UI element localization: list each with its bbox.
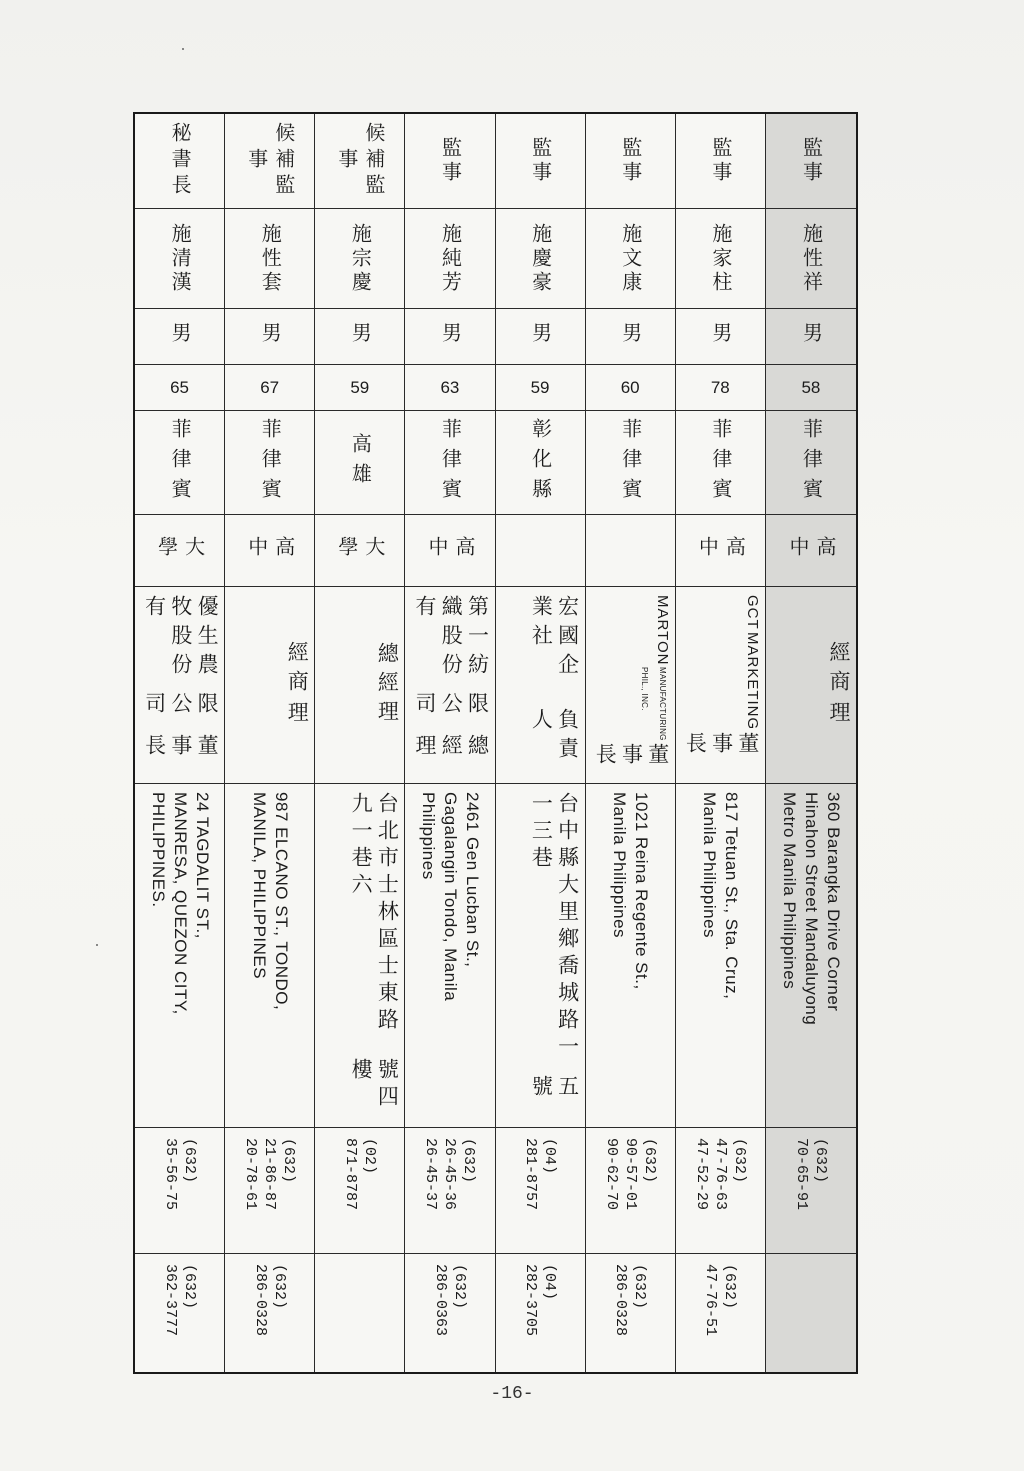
address-line: 24 TAGDALIT ST.,	[192, 792, 212, 939]
sex-cell	[225, 309, 314, 365]
occupation-company-en: GCT	[743, 595, 761, 630]
address-cell	[586, 784, 675, 1128]
address-block	[147, 792, 213, 1015]
paper-speck	[182, 48, 184, 50]
occupation-cell	[496, 587, 585, 784]
member-age: 58	[801, 377, 821, 397]
member-origin: 菲律賓	[618, 417, 643, 508]
occupation-line: 優生農牧股份有	[142, 595, 220, 682]
member-row	[766, 114, 856, 1372]
phone-block	[692, 1138, 749, 1210]
phone-line: 21-86-87	[261, 1138, 279, 1211]
member-origin: 高雄	[348, 432, 373, 493]
member-sex: 男	[258, 321, 283, 352]
title-cell	[586, 114, 675, 209]
member-sex: 男	[528, 321, 553, 352]
phone-cell	[315, 1128, 404, 1254]
origin-cell	[496, 411, 585, 515]
occupation-line: 董事長	[593, 743, 670, 773]
address-block	[417, 792, 483, 1001]
phone-line: (632)	[811, 1138, 829, 1184]
member-education: 高中	[695, 535, 747, 566]
phone-line: 47-52-29	[692, 1138, 710, 1211]
phone-block	[341, 1138, 379, 1210]
fax-line: (632)	[180, 1264, 198, 1310]
member-origin: 彰化縣	[528, 417, 553, 508]
name-cell	[586, 209, 675, 309]
name-cell	[766, 209, 856, 309]
occupation-line: 負責人	[529, 708, 580, 767]
fax-line: 362-3777	[161, 1264, 179, 1337]
fax-block	[431, 1264, 469, 1336]
occupation-line: 限公司	[142, 691, 220, 721]
member-title: 監事	[799, 137, 824, 185]
occupation-cell	[586, 587, 675, 784]
address-line: 360 Barangka Drive Corner	[823, 792, 843, 1012]
occupation-line: 理	[285, 700, 310, 730]
occupation-text	[770, 595, 852, 775]
name-cell	[135, 209, 224, 309]
education-cell	[586, 515, 675, 587]
phone-line: 90-57-01	[621, 1138, 639, 1211]
address-cell	[405, 784, 494, 1128]
member-name: 施慶豪	[528, 222, 553, 295]
address-line: 987 ELCANO ST., TONDO,	[271, 792, 291, 1011]
phone-line: 281-8757	[522, 1138, 540, 1211]
occupation-line: 總經理	[413, 734, 490, 764]
phone-line: (632)	[640, 1138, 658, 1184]
member-row	[315, 114, 405, 1372]
age-cell	[315, 365, 404, 411]
address-block	[608, 792, 652, 990]
sex-cell	[766, 309, 856, 365]
member-name: 施純芳	[438, 222, 463, 295]
occupation-line: 經商	[285, 640, 310, 699]
address-line: MANRESA, QUEZON CITY,	[170, 792, 190, 1015]
occupation-text	[500, 595, 581, 775]
address-cell	[135, 784, 224, 1128]
address-cell	[766, 784, 856, 1128]
phone-line: 20-78-61	[242, 1138, 260, 1211]
member-age: 59	[350, 377, 370, 397]
sex-cell	[676, 309, 765, 365]
education-cell	[496, 515, 585, 587]
fax-cell	[496, 1254, 585, 1372]
name-cell	[315, 209, 404, 309]
member-row	[405, 114, 495, 1372]
phone-cell	[496, 1128, 585, 1254]
address-line: Manila Philippines	[610, 792, 630, 939]
address-line: Manila Philippines	[700, 792, 720, 939]
address-line: 台中縣大里鄉喬城路一一三巷	[529, 792, 580, 1062]
member-title: 監事	[438, 137, 463, 185]
fax-cell	[586, 1254, 675, 1372]
address-block	[698, 792, 742, 999]
member-education: 大學	[334, 535, 386, 566]
occupation-line: 宏國企業社	[529, 595, 580, 682]
phone-line: 26-45-37	[422, 1138, 440, 1211]
address-line: 台北市士林區士東路九一巷六	[349, 792, 400, 1035]
phone-line: (632)	[460, 1138, 478, 1184]
address-line: Philippines	[418, 792, 438, 880]
sex-cell	[135, 309, 224, 365]
phone-cell	[676, 1128, 765, 1254]
member-name: 施家柱	[708, 222, 733, 295]
title-cell	[135, 114, 224, 209]
origin-cell	[586, 411, 675, 515]
member-origin: 菲律賓	[799, 417, 824, 508]
address-text	[500, 792, 581, 1119]
member-education: 高中	[244, 535, 296, 566]
education-cell	[766, 515, 856, 587]
occupation-cell	[135, 587, 224, 784]
phone-line: (02)	[360, 1138, 378, 1175]
member-row	[225, 114, 315, 1372]
address-line: Metro Manila Philippines	[779, 792, 799, 990]
phone-line: 35-56-75	[161, 1138, 179, 1211]
fax-line: (04)	[541, 1264, 559, 1301]
phone-block	[602, 1138, 659, 1210]
member-education	[590, 521, 671, 580]
fax-line: 286-0328	[612, 1264, 630, 1337]
member-age: 63	[440, 377, 460, 397]
member-title: 秘書長	[168, 122, 193, 200]
member-name: 施性祥	[799, 222, 824, 295]
phone-line: 90-62-70	[602, 1138, 620, 1211]
member-name: 施文康	[618, 222, 643, 295]
occupation-company-en: MARKETING	[743, 631, 761, 730]
address-block	[248, 792, 292, 1010]
member-origin: 菲律賓	[708, 417, 733, 508]
fax-line: (632)	[270, 1264, 288, 1310]
member-education: 高中	[785, 535, 837, 566]
member-title: 監事	[528, 137, 553, 185]
occupation-line: 理	[827, 700, 851, 730]
member-row	[586, 114, 676, 1372]
fax-cell	[676, 1254, 765, 1372]
title-cell	[766, 114, 856, 209]
occupation-line: 限公司	[413, 691, 490, 721]
sex-cell	[496, 309, 585, 365]
member-sex: 男	[799, 321, 824, 352]
member-age: 59	[530, 377, 550, 397]
name-cell	[496, 209, 585, 309]
origin-cell	[766, 411, 856, 515]
age-cell	[766, 365, 856, 411]
address-line: 817 Tetuan St., Sta. Cruz,	[722, 792, 742, 1000]
phone-block	[161, 1138, 199, 1210]
origin-cell	[676, 411, 765, 515]
education-cell	[676, 515, 765, 587]
member-name: 施宗慶	[348, 222, 373, 295]
address-line: 五號	[529, 1075, 580, 1103]
address-line: 號四樓	[349, 1057, 400, 1112]
address-cell	[676, 784, 765, 1128]
occupation-company-en: MANUFACTURING PHIL., INC.	[639, 667, 667, 742]
education-cell	[225, 515, 314, 587]
member-education	[500, 521, 581, 580]
fax-line: 286-0328	[251, 1264, 269, 1337]
title-cell	[225, 114, 314, 209]
occupation-text	[229, 595, 310, 775]
member-age: 60	[620, 377, 640, 397]
phone-cell	[225, 1128, 314, 1254]
phone-cell	[586, 1128, 675, 1254]
address-cell	[225, 784, 314, 1128]
member-row	[676, 114, 766, 1372]
phone-cell	[766, 1128, 856, 1254]
phone-line: 70-65-91	[792, 1138, 810, 1211]
phone-cell	[405, 1128, 494, 1254]
address-line: 1021 Reina Regente St.,	[632, 792, 652, 990]
occupation-line: 經商	[827, 640, 851, 699]
member-sex: 男	[618, 321, 643, 352]
member-title: 監事	[708, 137, 733, 185]
member-age: 67	[260, 377, 280, 397]
name-cell	[405, 209, 494, 309]
fax-cell	[225, 1254, 314, 1372]
member-age: 78	[710, 377, 730, 397]
address-line: MANILA, PHILIPPINES	[249, 792, 269, 980]
fax-block	[161, 1264, 199, 1336]
fax-block	[701, 1264, 739, 1336]
member-origin: 菲律賓	[168, 417, 193, 508]
age-cell	[135, 365, 224, 411]
sex-cell	[315, 309, 404, 365]
address-cell	[315, 784, 404, 1128]
phone-line: 26-45-36	[441, 1138, 459, 1211]
member-education: 大學	[154, 535, 206, 566]
address-cell	[496, 784, 585, 1128]
member-sex: 男	[348, 321, 373, 352]
member-name: 施清漢	[168, 222, 193, 295]
sex-cell	[405, 309, 494, 365]
occupation-text	[409, 595, 490, 775]
address-line: PHILIPPINES.	[148, 792, 168, 908]
member-origin: 菲律賓	[258, 417, 283, 508]
education-cell	[405, 515, 494, 587]
origin-cell	[315, 411, 404, 515]
member-age: 65	[170, 377, 190, 397]
phone-line: 871-8787	[341, 1138, 359, 1211]
phone-line: (632)	[730, 1138, 748, 1184]
occupation-line: 總經理	[375, 641, 400, 729]
fax-line: 286-0363	[431, 1264, 449, 1337]
fax-line: 282-3705	[522, 1264, 540, 1337]
age-cell	[676, 365, 765, 411]
phone-block	[241, 1138, 298, 1210]
fax-block	[521, 1264, 559, 1336]
address-text	[319, 792, 400, 1119]
occupation-line: 第一紡織股份有	[413, 595, 490, 682]
member-education: 高中	[424, 535, 476, 566]
address-line: 2461 Gen Lucban St.,	[462, 792, 482, 968]
occupation-cell	[315, 587, 404, 784]
member-row	[135, 114, 225, 1372]
fax-cell	[405, 1254, 494, 1372]
name-cell	[225, 209, 314, 309]
title-cell	[405, 114, 494, 209]
member-sex: 男	[708, 321, 733, 352]
member-title: 候補監事	[244, 122, 296, 200]
fax-block	[251, 1264, 289, 1336]
member-origin: 菲律賓	[438, 417, 463, 508]
member-sex: 男	[438, 321, 463, 352]
sex-cell	[586, 309, 675, 365]
address-block	[778, 792, 844, 1025]
fax-line: 47-76-51	[702, 1264, 720, 1337]
fax-line: (632)	[450, 1264, 468, 1310]
occupation-cell	[676, 587, 765, 784]
phone-line: (04)	[541, 1138, 559, 1175]
occupation-cell	[405, 587, 494, 784]
occupation-cell	[766, 587, 856, 784]
phone-block	[521, 1138, 559, 1210]
age-cell	[586, 365, 675, 411]
phone-cell	[135, 1128, 224, 1254]
fax-block	[611, 1264, 649, 1336]
member-title: 監事	[618, 137, 643, 185]
phone-block	[421, 1138, 478, 1210]
name-cell	[676, 209, 765, 309]
page-number: -16-	[490, 1384, 534, 1404]
title-cell	[496, 114, 585, 209]
occupation-line: 董事長	[683, 731, 760, 761]
member-row	[496, 114, 586, 1372]
occupation-text	[590, 595, 671, 775]
origin-cell	[405, 411, 494, 515]
title-cell	[315, 114, 404, 209]
member-name: 施性套	[258, 222, 283, 295]
occupation-cell	[225, 587, 314, 784]
occupation-text	[139, 595, 220, 775]
fax-cell	[135, 1254, 224, 1372]
occupation-company-en: MARTON	[653, 595, 671, 666]
address-line: Hinahon Street Mandaluyong	[801, 792, 821, 1026]
origin-cell	[135, 411, 224, 515]
age-cell	[496, 365, 585, 411]
origin-cell	[225, 411, 314, 515]
occupation-text	[319, 595, 400, 775]
address-line: Gagalangin Tondo, Manila	[440, 792, 460, 1002]
fax-line: (632)	[631, 1264, 649, 1310]
age-cell	[225, 365, 314, 411]
phone-line: 47-76-63	[711, 1138, 729, 1211]
occupation-text	[680, 595, 761, 775]
fax-line: (632)	[721, 1264, 739, 1310]
education-cell	[315, 515, 404, 587]
fax-cell	[766, 1254, 856, 1372]
member-sex: 男	[168, 321, 193, 352]
phone-line: (632)	[180, 1138, 198, 1184]
fax-cell	[315, 1254, 404, 1372]
age-cell	[405, 365, 494, 411]
occupation-line: 董事長	[142, 734, 220, 764]
phone-line: (632)	[280, 1138, 298, 1184]
member-title: 候補監事	[334, 122, 386, 200]
education-cell	[135, 515, 224, 587]
phone-block	[792, 1138, 830, 1210]
title-cell	[676, 114, 765, 209]
directory-table	[133, 112, 858, 1374]
paper-speck	[96, 944, 98, 946]
